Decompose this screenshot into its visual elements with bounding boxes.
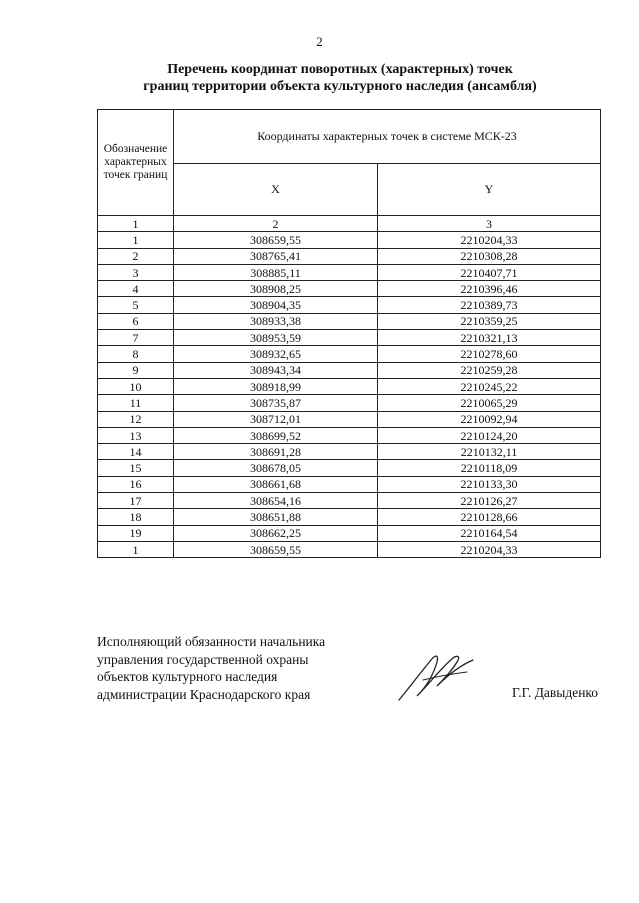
x-coordinate-cell: 308904,35 [174, 297, 378, 313]
point-number-cell: 3 [98, 264, 174, 280]
handwritten-signature [395, 650, 485, 705]
y-coordinate-cell: 2210133,30 [378, 476, 601, 492]
x-coordinate-cell: 308885,11 [174, 264, 378, 280]
y-coordinate-cell: 2210126,27 [378, 493, 601, 509]
table-row [98, 395, 601, 411]
column-numbers-row [98, 216, 601, 232]
x-coordinate-cell: 308661,68 [174, 476, 378, 492]
table-row [98, 460, 601, 476]
x-coordinate-cell: 308735,87 [174, 395, 378, 411]
table-row [98, 346, 601, 362]
table-row [98, 330, 601, 346]
y-coordinate-cell: 2210124,20 [378, 427, 601, 443]
point-number-cell: 1 [98, 541, 174, 557]
x-coordinate-cell: 308908,25 [174, 281, 378, 297]
x-coordinate-cell: 308678,05 [174, 460, 378, 476]
table-row [98, 525, 601, 541]
x-coordinate-cell: 308918,99 [174, 378, 378, 394]
table-row [98, 362, 601, 378]
x-coordinate-cell: 308691,28 [174, 444, 378, 460]
y-coordinate-cell: 2210128,66 [378, 509, 601, 525]
table-row [98, 232, 601, 248]
coordinates-body [98, 232, 601, 558]
x-coordinate-cell: 308699,52 [174, 427, 378, 443]
table-row [98, 444, 601, 460]
y-coordinate-cell: 2210092,94 [378, 411, 601, 427]
header-coordinate-system: Координаты характерных точек в системе МСК-23 [174, 110, 601, 164]
position-line: администрации Краснодарского края [97, 686, 311, 702]
point-number-cell: 2 [98, 248, 174, 264]
table-row [98, 297, 601, 313]
point-number-cell: 1 [98, 232, 174, 248]
y-coordinate-cell: 2210132,11 [378, 444, 601, 460]
table-row [98, 281, 601, 297]
coordinates-table [97, 109, 601, 558]
point-number-cell: 19 [98, 525, 174, 541]
point-number-cell: 5 [98, 297, 174, 313]
point-number-cell: 9 [98, 362, 174, 378]
header-point-designation: Обозначение характерных точек границ [98, 110, 174, 216]
table-row [98, 493, 601, 509]
table-row [98, 378, 601, 394]
point-number-cell: 18 [98, 509, 174, 525]
y-coordinate-cell: 2210204,33 [378, 232, 601, 248]
y-coordinate-cell: 2210204,33 [378, 541, 601, 557]
x-coordinate-cell: 308654,16 [174, 493, 378, 509]
point-number-cell: 14 [98, 444, 174, 460]
x-coordinate-cell: 308651,88 [174, 509, 378, 525]
header-x: X [174, 163, 378, 216]
point-number-cell: 11 [98, 395, 174, 411]
table-row [98, 541, 601, 557]
point-number-cell: 10 [98, 378, 174, 394]
x-coordinate-cell: 308953,59 [174, 330, 378, 346]
column-number: 1 [98, 216, 174, 232]
title-line-2: границ территории объекта культурного наследия (ансамбля) [143, 79, 537, 94]
signatory-position [97, 633, 325, 703]
point-number-cell: 13 [98, 427, 174, 443]
title-line-1: Перечень координат поворотных (характерных) точек [167, 62, 513, 77]
y-coordinate-cell: 2210389,73 [378, 297, 601, 313]
y-coordinate-cell: 2210164,54 [378, 525, 601, 541]
column-number: 3 [378, 216, 601, 232]
table-row [98, 264, 601, 280]
y-coordinate-cell: 2210259,28 [378, 362, 601, 378]
x-coordinate-cell: 308932,65 [174, 346, 378, 362]
column-number: 2 [174, 216, 378, 232]
point-number-cell: 16 [98, 476, 174, 492]
page-number: 2 [316, 34, 323, 49]
y-coordinate-cell: 2210396,46 [378, 281, 601, 297]
signer-name: Г.Г. Давыденко [512, 685, 599, 700]
point-number-cell: 15 [98, 460, 174, 476]
position-line: управления государственной охраны [97, 651, 309, 667]
document-title [60, 61, 620, 95]
point-number-cell: 17 [98, 493, 174, 509]
y-coordinate-cell: 2210118,09 [378, 460, 601, 476]
x-coordinate-cell: 308943,34 [174, 362, 378, 378]
y-coordinate-cell: 2210278,60 [378, 346, 601, 362]
x-coordinate-cell: 308712,01 [174, 411, 378, 427]
point-number-cell: 8 [98, 346, 174, 362]
table-row [98, 476, 601, 492]
table-row [98, 313, 601, 329]
point-number-cell: 6 [98, 313, 174, 329]
y-coordinate-cell: 2210065,29 [378, 395, 601, 411]
y-coordinate-cell: 2210321,13 [378, 330, 601, 346]
position-line: Исполняющий обязанности начальника [97, 634, 326, 649]
table-row [98, 411, 601, 427]
x-coordinate-cell: 308662,25 [174, 525, 378, 541]
x-coordinate-cell: 308659,55 [174, 541, 378, 557]
point-number-cell: 12 [98, 411, 174, 427]
point-number-cell: 4 [98, 281, 174, 297]
table-row [98, 427, 601, 443]
position-line: объектов культурного наследия [97, 669, 278, 684]
header-y: Y [378, 163, 601, 216]
y-coordinate-cell: 2210308,28 [378, 248, 601, 264]
point-number-cell: 7 [98, 330, 174, 346]
table-row [98, 248, 601, 264]
x-coordinate-cell: 308933,38 [174, 313, 378, 329]
x-coordinate-cell: 308659,55 [174, 232, 378, 248]
y-coordinate-cell: 2210407,71 [378, 264, 601, 280]
y-coordinate-cell: 2210359,25 [378, 313, 601, 329]
x-coordinate-cell: 308765,41 [174, 248, 378, 264]
y-coordinate-cell: 2210245,22 [378, 378, 601, 394]
table-row [98, 509, 601, 525]
